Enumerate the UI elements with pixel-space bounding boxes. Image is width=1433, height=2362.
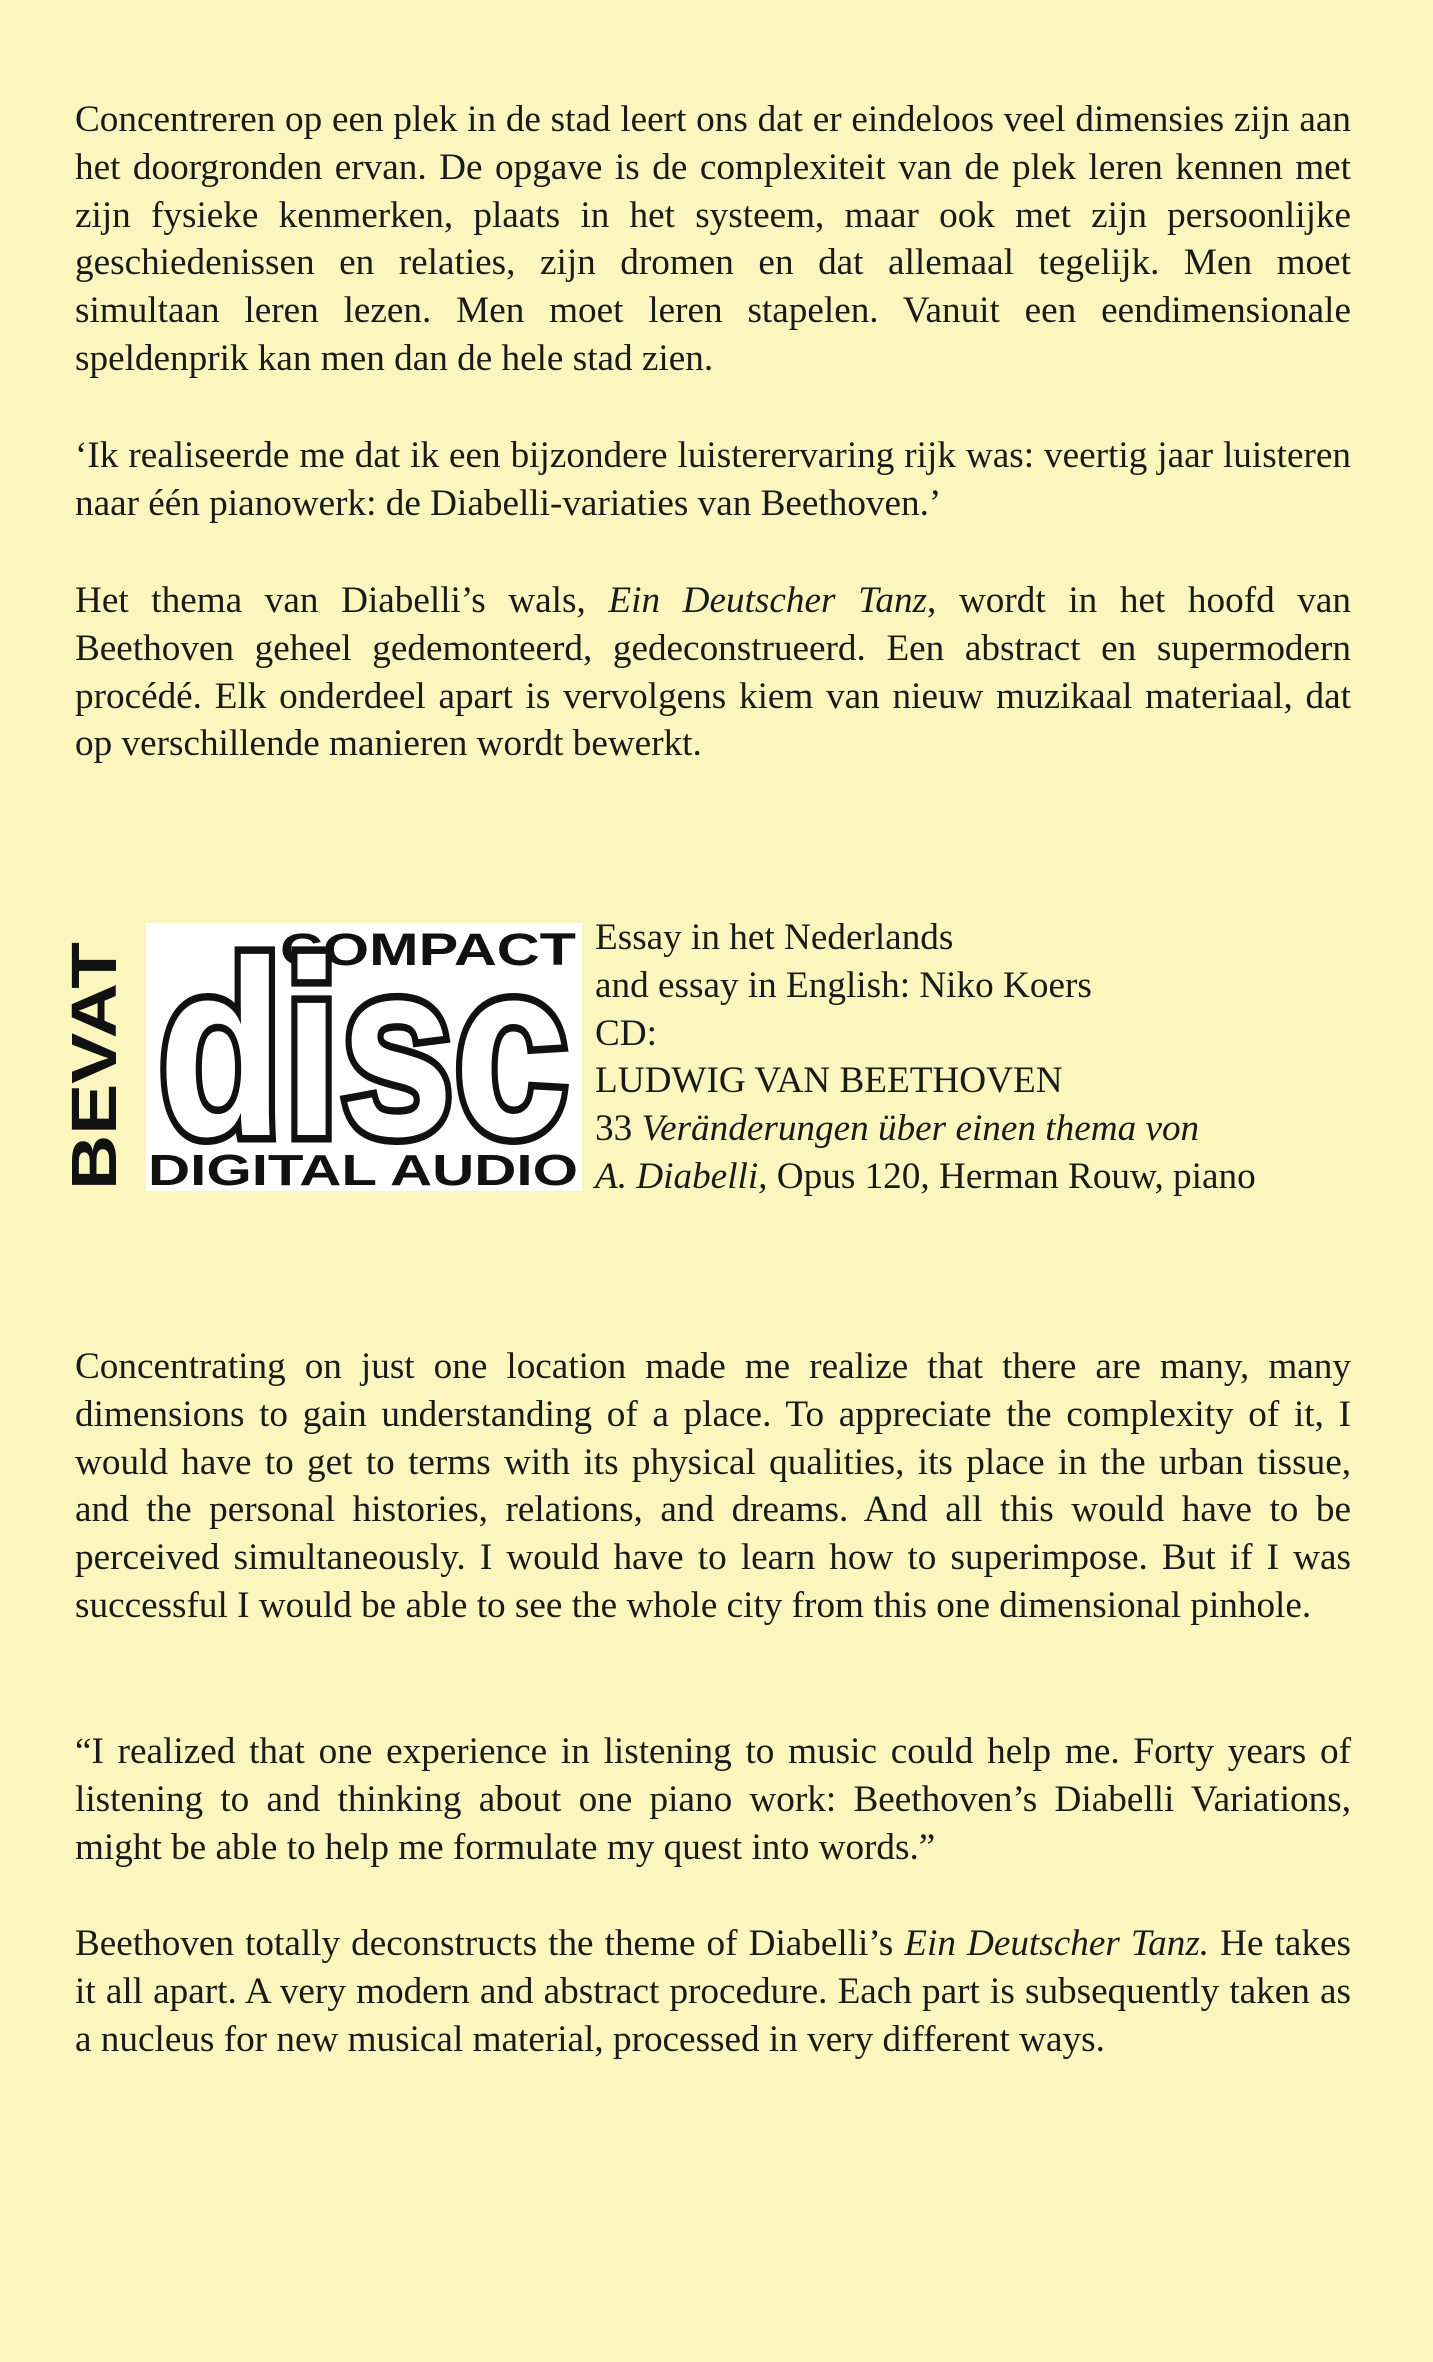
english-paragraph-2-text: “I realized that one experience in listening to music could help me. Forty years of listening to and thinking about one piano work: Beethoven’s Diabelli Variations, might be able to help me formulate my quest into words.”: [75, 1731, 1351, 1868]
english-paragraph-1: [75, 1343, 1351, 1630]
dutch-paragraph-1-text: Concentreren op een plek in de stad leert ons dat er eindeloos veel dimensies zijn aan het doorgronden ervan. De opgave is de complexiteit van de plek leren kennen met zijn fysieke kenmerken, plaats in het systeem, maar ook met zijn persoonlijke geschiedenissen en relaties, zijn dromen en dat allemaal tegelijk. Men moet simultaan leren lezen. Men moet leren stapelen. Vanuit een eendimensionale speldenprik kan men dan de hele stad zien.: [75, 99, 1351, 379]
dutch-p3-part-b: , wordt in het hoofd van Beethoven geheel gedemonteerd, gedeconstrueerd. Een abstract en supermodern procédé. Elk onderdeel apart is vervolgens kiem van nieuw muzikaal materiaal, dat op verschillende manieren wordt bewerkt.: [75, 580, 1351, 765]
english-paragraph-1-text: Concentrating on just one location made me realize that there are many, many dimensions to gain understanding of a place. To appreciate the complexity of it, I would have to get to terms with its physical qualities, its place in the urban tissue, and the personal histories, relations, and dreams. And all this would have to be perceived simultaneously. I would have to learn how to superimpose. But if I was successful I would be able to see the whole city from this one dimensional pinhole.: [75, 1346, 1351, 1626]
cd-info-line-6-rest: Opus 120, Herman Rouw, piano: [767, 1155, 1256, 1197]
english-p3-part-b: He takes it all apart. A very modern and abstract procedure. Each part is subsequently taken as a nucleus for new musical material, processed in very different ways.: [75, 1923, 1352, 2060]
logo-compact-text: COMPACT: [280, 924, 576, 975]
dutch-paragraph-1: [75, 96, 1351, 383]
cd-info-line-6-title: A. Diabelli,: [595, 1155, 768, 1197]
cd-info-line-3: CD:: [595, 1012, 657, 1054]
english-paragraph-2: [75, 1728, 1351, 1871]
dutch-p3-title: Ein Deutscher Tanz: [608, 580, 928, 621]
cd-info-line-5: [595, 1105, 1355, 1153]
compact-disc-logo: [146, 923, 582, 1191]
cd-info-line-6: [595, 1153, 1355, 1201]
bevat-text: BEVAT: [58, 982, 130, 1190]
cd-info-line-2: and essay in English: Niko Koers: [595, 964, 1092, 1006]
logo-disc-text: disc: [158, 923, 568, 1188]
english-paragraph-3: [75, 1920, 1351, 2063]
cd-info: [595, 914, 1355, 1201]
cd-info-line-5-title: Veränderungen über einen thema von: [641, 1108, 1200, 1150]
cd-info-line-1: Essay in het Nederlands: [595, 917, 954, 958]
dutch-p3-part-a: Het thema van Diabelli’s wals,: [75, 580, 609, 621]
logo-digital-audio-text: DIGITAL AUDIO: [148, 1146, 578, 1191]
english-p3-part-a: Beethoven totally deconstructs the theme of Diabelli’s: [75, 1923, 905, 1964]
bevat-label: [58, 940, 130, 1195]
english-paragraph-3-text: [75, 1920, 1351, 2063]
dutch-paragraph-3-text: [75, 577, 1351, 768]
cd-info-line-4: LUDWIG VAN BEETHOVEN: [595, 1060, 1063, 1102]
cd-info-line-5-number: 33: [595, 1108, 642, 1150]
dutch-paragraph-2: [75, 432, 1351, 528]
dutch-paragraph-3: [75, 577, 1351, 768]
english-p3-title: Ein Deutscher Tanz.: [904, 1923, 1210, 1964]
dutch-paragraph-2-text: ‘Ik realiseerde me dat ik een bijzondere luisterervaring rijk was: veertig jaar luisteren naar één pianowerk: de Diabelli-variaties van Beethoven.’: [75, 435, 1351, 524]
